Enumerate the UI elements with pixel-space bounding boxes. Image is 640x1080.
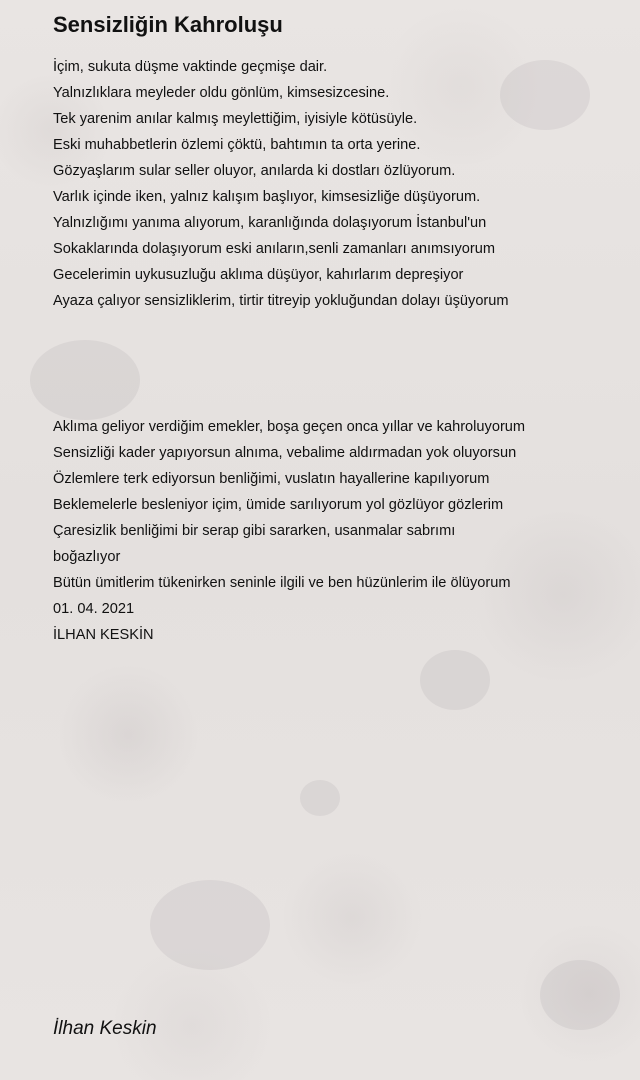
paper-stain [30, 340, 140, 420]
poem-line: Özlemlere terk ediyorsun benliğimi, vuslatın hayallerine kapılıyorum [53, 471, 490, 487]
paper-stain [300, 780, 340, 816]
poem-line: Bütün ümitlerim tükenirken seninle ilgili ve ben hüzünlerim ile ölüyorum [53, 575, 511, 591]
poem-line: İçim, sukuta düşme vaktinde geçmişe dair. [53, 59, 328, 75]
poem-line: Aklıma geliyor verdiğim emekler, boşa geçen onca yıllar ve kahroluyorum [53, 419, 526, 435]
paper-stain [540, 960, 620, 1030]
poem-author-caps: İLHAN KESKİN [53, 627, 154, 643]
poem-line: Tek yarenim anılar kalmış meylettiğim, iyisiyle kötüsüyle. [53, 111, 418, 127]
poem-line: Beklemelerle besleniyor içim, ümide sarılıyorum yol gözlüyor gözlerim [53, 497, 504, 513]
poem-date: 01. 04. 2021 [53, 601, 135, 617]
paper-stain [420, 650, 490, 710]
author-signature: İlhan Keskin [53, 1018, 157, 1039]
poem-title: Sensizliğin Kahroluşu [53, 12, 283, 37]
poem-line: Eski muhabbetlerin özlemi çöktü, bahtımın ta orta yerine. [53, 137, 421, 153]
poem-line: Yalnızlıklara meyleder oldu gönlüm, kimsesizcesine. [53, 85, 390, 101]
poem-line: Varlık içinde iken, yalnız kalışım başlıyor, kimsesizliğe düşüyorum. [53, 189, 481, 205]
poem-stanza-1 [53, 54, 628, 314]
poem-line: Sokaklarında dolaşıyorum eski anıların,senli zamanları anımsıyorum [53, 241, 496, 257]
poem-line: Yalnızlığımı yanıma alıyorum, karanlığında dolaşıyorum İstanbul'un [53, 215, 487, 231]
poem-line: boğazlıyor [53, 549, 121, 565]
poem-line: Çaresizlik benliğimi bir serap gibi sararken, usanmalar sabrımı [53, 523, 456, 539]
poem-stanza-2 [53, 414, 628, 648]
poem-line: Gecelerimin uykusuzluğu aklıma düşüyor, kahırlarım depreşiyor [53, 267, 464, 283]
paper-stain [150, 880, 270, 970]
poem-line: Sensizliği kader yapıyorsun alnıma, vebalime aldırmadan yok oluyorsun [53, 445, 517, 461]
poem-line: Gözyaşlarım sular seller oluyor, anılarda ki dostları özlüyorum. [53, 163, 456, 179]
poem-line: Ayaza çalıyor sensizliklerim, tirtir titreyip yokluğundan dolayı üşüyorum [53, 293, 509, 309]
